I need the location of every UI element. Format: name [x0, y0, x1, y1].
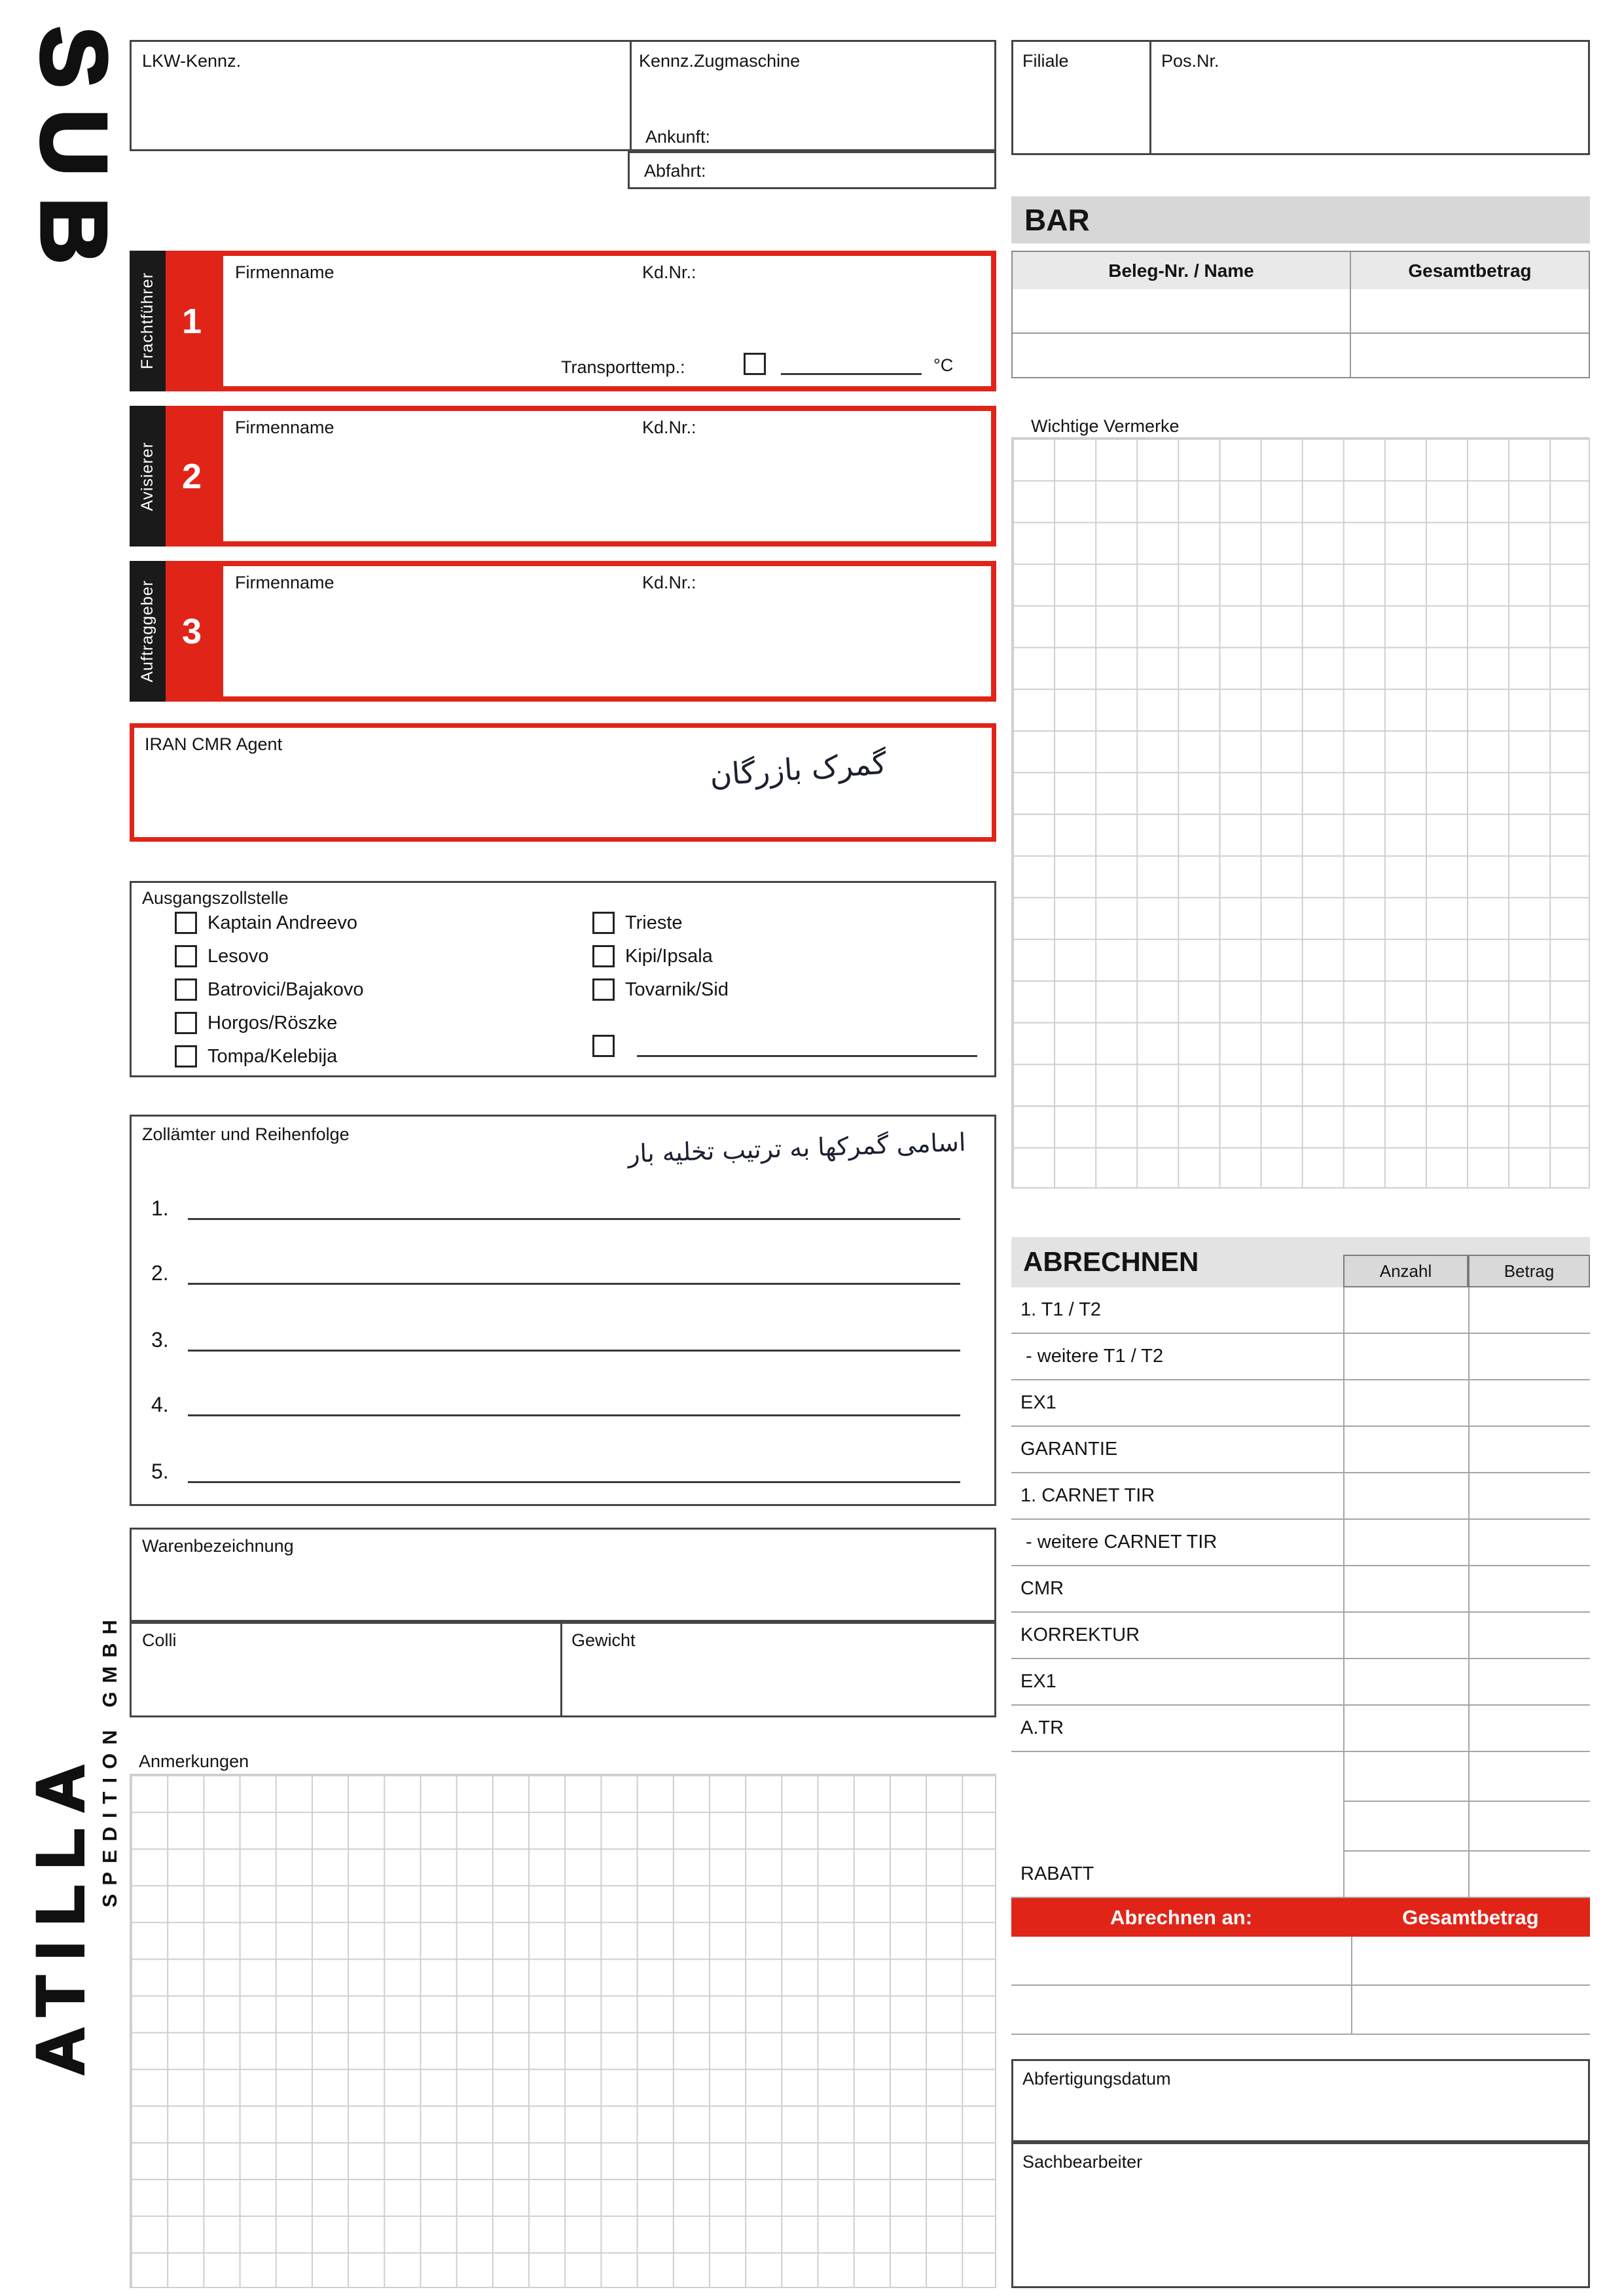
abrechnen-an-label: Abrechnen an: — [1110, 1905, 1253, 1929]
sachbearbeiter-box[interactable] — [1011, 2142, 1590, 2288]
sub-logo: SUB — [22, 26, 126, 285]
anzahl-cell[interactable] — [1343, 1380, 1468, 1427]
row-label-ex1-2: EX1 — [1011, 1659, 1343, 1706]
kdnr-label-2: Kd.Nr.: — [642, 418, 696, 437]
anzahl-cell[interactable] — [1343, 1752, 1468, 1802]
sachbearbeiter-label: Sachbearbeiter — [1022, 2152, 1143, 2172]
gewicht-label: Gewicht — [571, 1630, 636, 1650]
abrechnen-total-row — [1011, 1986, 1590, 2035]
zollaemter-label: Zollämter und Reihenfolge — [142, 1124, 350, 1144]
zollstelle-option[interactable] — [175, 912, 357, 934]
abrechnen-row — [1011, 1520, 1590, 1566]
filiale-label: Filiale — [1022, 51, 1069, 71]
betrag-cell[interactable] — [1468, 1852, 1590, 1898]
lkw-label: LKW-Kennz. — [142, 51, 242, 71]
abrechnen-an-cell[interactable] — [1011, 1986, 1351, 2035]
ausgangszollstelle-label: Ausgangszollstelle — [142, 888, 289, 908]
bar-row2-gesamt-cell[interactable] — [1351, 334, 1589, 377]
gesamtbetrag-cell[interactable] — [1351, 1986, 1590, 2035]
firmenname-label-1: Firmenname — [235, 262, 334, 282]
abrechnen-row — [1011, 1380, 1590, 1427]
anzahl-cell[interactable] — [1343, 1287, 1468, 1334]
avisierer-label: Avisierer — [138, 441, 156, 511]
colli-field[interactable] — [132, 1624, 560, 1715]
betrag-cell[interactable] — [1468, 1566, 1590, 1613]
bar-col-beleg-header: Beleg-Nr. / Name — [1013, 252, 1351, 289]
section-avisierer — [130, 406, 996, 547]
betrag-cell[interactable] — [1468, 1659, 1590, 1706]
gewicht-field[interactable] — [562, 1624, 994, 1715]
betrag-cell[interactable] — [1468, 1706, 1590, 1752]
betrag-cell[interactable] — [1468, 1427, 1590, 1473]
abrechnen-title: ABRECHNEN — [1023, 1246, 1199, 1277]
checkbox-batrovici-bajakovo[interactable] — [175, 978, 197, 1001]
atilla-logo: ATILLA — [23, 1749, 98, 2076]
row-label-weitere-carnet-tir: - weitere CARNET TIR — [1011, 1520, 1343, 1566]
betrag-cell[interactable] — [1468, 1613, 1590, 1659]
abrechnen-row — [1011, 1287, 1590, 1334]
row-label-atr: A.TR — [1011, 1706, 1343, 1752]
warenbezeichnung-box[interactable] — [130, 1528, 996, 1622]
auftraggeber-side-bar — [130, 561, 166, 702]
abrechnen-row — [1011, 1566, 1590, 1613]
bar-row1-beleg-cell[interactable] — [1013, 289, 1351, 334]
ankunft-label: Ankunft: — [645, 127, 711, 147]
bar-table — [1011, 251, 1590, 378]
auftraggeber-label: Auftraggeber — [138, 580, 156, 683]
row-label-cmr: CMR — [1011, 1566, 1343, 1613]
kdnr-label-1: Kd.Nr.: — [642, 262, 696, 282]
anmerkungen-grid[interactable] — [130, 1774, 996, 2288]
transporttemp-line[interactable] — [781, 354, 922, 375]
betrag-cell[interactable] — [1468, 1802, 1590, 1852]
gesamtbetrag-label: Gesamtbetrag — [1402, 1905, 1539, 1929]
betrag-cell[interactable] — [1468, 1752, 1590, 1802]
anzahl-cell[interactable] — [1343, 1566, 1468, 1613]
checkbox-tompa-kelebija[interactable] — [175, 1045, 197, 1067]
vermerke-label: Wichtige Vermerke — [1031, 416, 1180, 436]
zollstelle-option[interactable] — [592, 912, 683, 934]
zollamt-line-3[interactable] — [188, 1323, 960, 1352]
row-label-rabatt: RABATT — [1011, 1852, 1343, 1898]
betrag-cell[interactable] — [1468, 1287, 1590, 1334]
row-label-garantie: GARANTIE — [1011, 1427, 1343, 1473]
other-zollstelle-line[interactable] — [637, 1035, 977, 1057]
option-label: Tompa/Kelebija — [208, 1045, 338, 1067]
abrechnen-row — [1011, 1473, 1590, 1520]
abfahrt-label: Abfahrt: — [644, 161, 706, 181]
spedition-gmbh-logo: SPEDITION GMBH — [98, 1611, 121, 1908]
checkbox-kipi-ipsala[interactable] — [592, 945, 615, 967]
posnr-field[interactable] — [1151, 42, 1590, 153]
anmerkungen-label: Anmerkungen — [139, 1751, 249, 1771]
row-label-ex1: EX1 — [1011, 1380, 1343, 1427]
row-label-blank — [1011, 1752, 1343, 1802]
bar-col-gesamt-header: Gesamtbetrag — [1351, 252, 1589, 289]
line-number-3: 3. — [151, 1328, 169, 1352]
transporttemp-checkbox[interactable] — [744, 353, 766, 375]
bar-title: BAR — [1024, 203, 1090, 237]
firmenname-label-2: Firmenname — [235, 418, 334, 437]
option-label: Kaptain Andreevo — [208, 912, 357, 933]
frachtfuehrer-side-bar — [130, 251, 166, 391]
checkbox-horgos-roeszke[interactable] — [175, 1012, 197, 1034]
abrechnen-row — [1011, 1334, 1590, 1380]
gesamtbetrag-cell[interactable] — [1351, 1937, 1590, 1986]
abrechnen-row-blank — [1011, 1802, 1590, 1852]
line-number-2: 2. — [151, 1261, 169, 1285]
option-label: Tovarnik/Sid — [625, 978, 729, 1000]
line-number-5: 5. — [151, 1460, 169, 1483]
abrechnen-row — [1011, 1613, 1590, 1659]
zollstelle-option[interactable] — [592, 945, 713, 967]
anzahl-cell[interactable] — [1343, 1473, 1468, 1520]
lkw-box[interactable] — [130, 40, 996, 151]
section-2-number: 2 — [166, 406, 218, 547]
checkbox-other-zollstelle[interactable] — [592, 1035, 615, 1057]
line-number-4: 4. — [151, 1393, 169, 1416]
zollamt-line-1[interactable] — [188, 1192, 960, 1220]
section-3-number: 3 — [166, 561, 218, 702]
zollstelle-option[interactable] — [175, 978, 364, 1001]
checkbox-kaptain-andreevo[interactable] — [175, 912, 197, 934]
anzahl-cell[interactable] — [1343, 1427, 1468, 1473]
frachtfuehrer-label: Frachtführer — [138, 272, 156, 370]
zollstelle-option[interactable] — [175, 1012, 337, 1034]
iran-cmr-handwriting: گمرک بازرگان — [708, 745, 888, 793]
filiale-posnr-box — [1011, 40, 1590, 155]
abfertigungsdatum-label: Abfertigungsdatum — [1022, 2069, 1171, 2089]
bar-row1-gesamt-cell[interactable] — [1351, 289, 1589, 334]
firmenname-label-3: Firmenname — [235, 573, 334, 592]
filiale-field[interactable] — [1013, 42, 1149, 153]
option-label: Kipi/Ipsala — [625, 945, 713, 967]
zollamt-line-2[interactable] — [188, 1257, 960, 1285]
betrag-cell[interactable] — [1468, 1334, 1590, 1380]
zollaemter-box — [130, 1115, 996, 1506]
row-label-carnet-tir: 1. CARNET TIR — [1011, 1473, 1343, 1520]
zollstelle-option[interactable] — [592, 978, 729, 1001]
abrechnen-row — [1011, 1706, 1590, 1752]
option-label: Horgos/Röszke — [208, 1012, 338, 1033]
abrechnen-an-cell[interactable] — [1011, 1937, 1351, 1986]
betrag-cell[interactable] — [1468, 1473, 1590, 1520]
abrechnen-row — [1011, 1659, 1590, 1706]
anzahl-cell[interactable] — [1343, 1802, 1468, 1852]
anzahl-cell[interactable] — [1343, 1706, 1468, 1752]
frachtfuehrer-field[interactable] — [218, 251, 996, 391]
ausgangszollstelle-box — [130, 881, 996, 1077]
avisierer-field[interactable] — [218, 406, 996, 547]
betrag-header: Betrag — [1468, 1255, 1590, 1287]
lkw-divider — [630, 42, 632, 149]
betrag-cell[interactable] — [1468, 1380, 1590, 1427]
checkbox-lesovo[interactable] — [175, 945, 197, 967]
bar-banner — [1011, 196, 1590, 243]
abrechnen-total-row — [1011, 1937, 1590, 1986]
betrag-cell[interactable] — [1468, 1520, 1590, 1566]
abrechnen-banner — [1011, 1237, 1590, 1287]
row-label-weitere-t1t2: - weitere T1 / T2 — [1011, 1334, 1343, 1380]
checkbox-trieste[interactable] — [592, 912, 615, 934]
avisierer-side-bar — [130, 406, 166, 547]
kdnr-label-3: Kd.Nr.: — [642, 573, 696, 592]
iran-cmr-agent-box[interactable] — [130, 723, 996, 842]
abrechnen-row — [1011, 1852, 1590, 1898]
anzahl-cell[interactable] — [1343, 1613, 1468, 1659]
option-label: Batrovici/Bajakovo — [208, 978, 364, 1000]
colli-label: Colli — [142, 1630, 177, 1650]
abrechnen-section — [1011, 1237, 1590, 2035]
checkbox-tovarnik-sid[interactable] — [592, 978, 615, 1001]
anzahl-cell[interactable] — [1343, 1852, 1468, 1898]
anzahl-header: Anzahl — [1343, 1255, 1468, 1287]
abrechnen-footer — [1011, 1898, 1590, 1937]
abrechnen-row-blank — [1011, 1752, 1590, 1802]
temp-unit-label: °C — [933, 355, 954, 375]
section-frachtfuehrer — [130, 251, 996, 391]
abrechnen-row — [1011, 1427, 1590, 1473]
zollamt-line-4[interactable] — [188, 1388, 960, 1416]
colli-gewicht-box — [130, 1622, 996, 1717]
abfahrt-box[interactable] — [628, 151, 996, 189]
option-label: Trieste — [625, 912, 683, 933]
anzahl-cell[interactable] — [1343, 1334, 1468, 1380]
section-auftraggeber — [130, 561, 996, 702]
transporttemp-label: Transporttemp.: — [561, 357, 685, 377]
section-1-number: 1 — [166, 251, 218, 391]
anzahl-cell[interactable] — [1343, 1520, 1468, 1566]
zollstelle-option[interactable] — [175, 1045, 337, 1067]
option-label: Lesovo — [208, 945, 269, 967]
zugmaschine-label: Kennz.Zugmaschine — [639, 51, 801, 71]
zollstelle-option[interactable] — [175, 945, 269, 967]
iran-cmr-agent-label: IRAN CMR Agent — [145, 734, 283, 754]
bar-row2-beleg-cell[interactable] — [1013, 334, 1351, 377]
row-label-t1t2: 1. T1 / T2 — [1011, 1287, 1343, 1334]
vermerke-grid[interactable] — [1011, 437, 1590, 1189]
zollaemter-handwriting: اسامی گمرکها به ترتیب تخلیه بار — [626, 1128, 966, 1168]
zollamt-line-5[interactable] — [188, 1455, 960, 1483]
line-number-1: 1. — [151, 1196, 169, 1220]
warenbezeichnung-label: Warenbezeichnung — [142, 1536, 294, 1556]
anzahl-cell[interactable] — [1343, 1659, 1468, 1706]
row-label-blank — [1011, 1802, 1343, 1852]
posnr-label: Pos.Nr. — [1161, 51, 1219, 71]
abfertigungsdatum-box[interactable] — [1011, 2059, 1590, 2142]
row-label-korrektur: KORREKTUR — [1011, 1613, 1343, 1659]
auftraggeber-field[interactable] — [218, 561, 996, 702]
